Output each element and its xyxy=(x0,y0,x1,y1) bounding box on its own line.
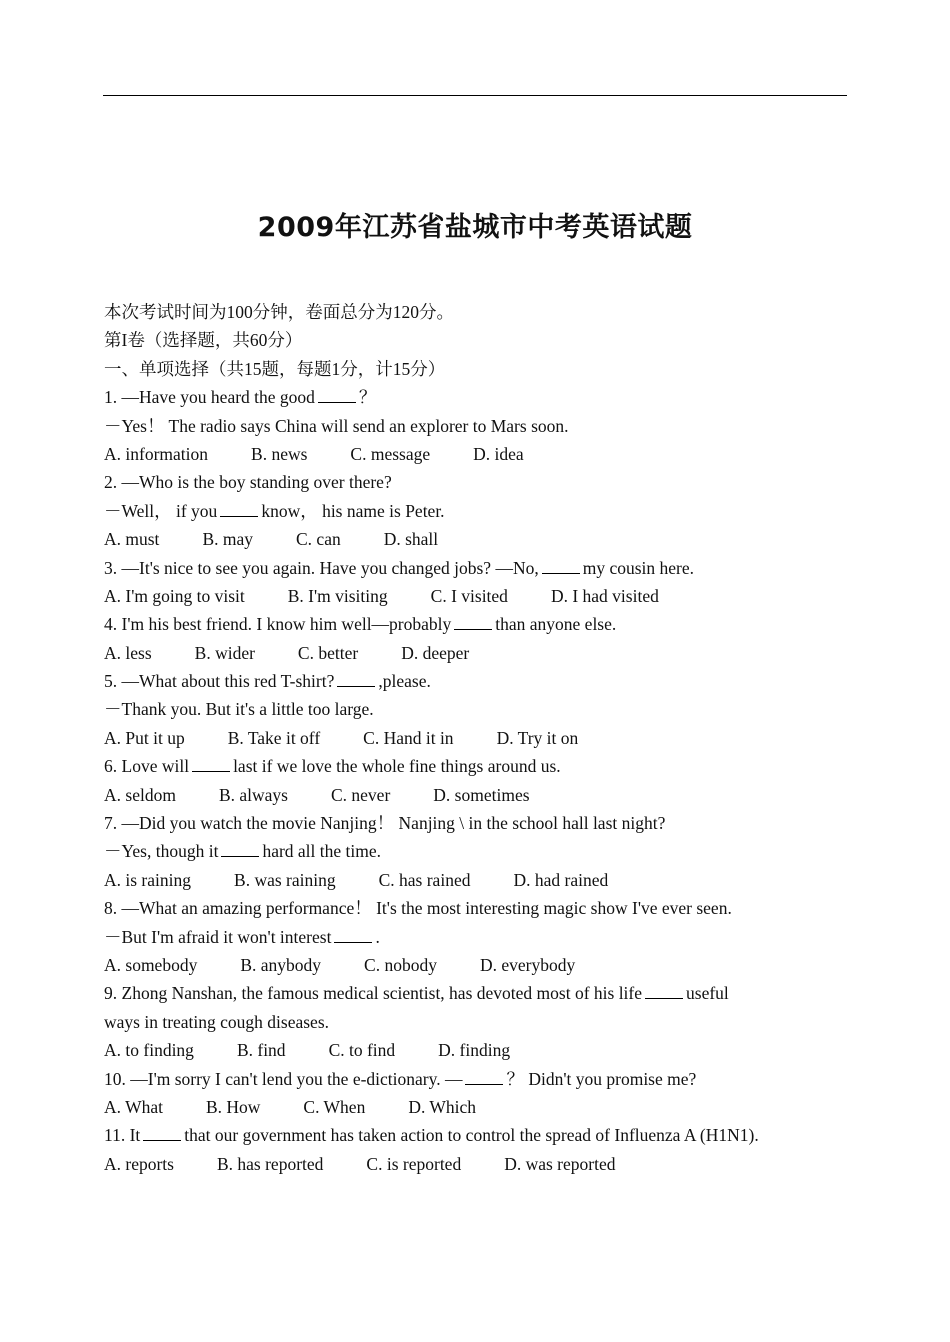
answer-blank xyxy=(220,515,258,517)
question-2-options xyxy=(104,525,834,553)
header-rule xyxy=(103,95,847,96)
question-8-reply: －But I'm afraid it won't interest . xyxy=(104,926,380,947)
option-b: B. was raining xyxy=(234,869,336,890)
question-1-options xyxy=(104,440,834,468)
question-9-stem: 9. Zhong Nanshan, the famous medical scientist, has devoted most of his life useful xyxy=(104,983,729,1004)
option-b: B. always xyxy=(218,784,288,805)
option-a: A. seldom xyxy=(104,784,176,805)
option-a: A. What xyxy=(104,1096,163,1117)
option-c: C. can xyxy=(296,529,341,550)
option-d: D. finding xyxy=(438,1040,511,1061)
option-b: B. news xyxy=(251,443,308,464)
question-3-stem: 3. —It's nice to see you again. Have you changed jobs? —No, my cousin here. xyxy=(104,557,695,578)
option-a: A. Put it up xyxy=(104,727,185,748)
option-d: D. everybody xyxy=(479,954,576,975)
option-b: B. How xyxy=(205,1096,261,1117)
answer-blank xyxy=(318,401,356,403)
option-c: C. to find xyxy=(328,1040,396,1061)
option-b: B. has reported xyxy=(216,1153,324,1174)
question-7-options xyxy=(104,866,834,894)
question-2-stem: 2. —Who is the boy standing over there? xyxy=(104,472,392,493)
option-c: C. never xyxy=(330,784,391,805)
question-6-stem: 6. Love will last if we love the whole fine things around us. xyxy=(104,756,561,777)
answer-blank xyxy=(542,572,580,574)
question-7-reply: －Yes, though it hard all the time. xyxy=(104,841,382,862)
option-d: D. shall xyxy=(383,529,439,550)
exam-body xyxy=(104,298,834,1178)
option-d: D. I had visited xyxy=(550,585,659,606)
option-a: A. I'm going to visit xyxy=(104,585,245,606)
question-7-stem: 7. —Did you watch the movie Nanjing！ Nanjing \ in the school hall last night? xyxy=(104,813,666,834)
question-3-options xyxy=(104,582,834,610)
option-c: C. I visited xyxy=(430,585,508,606)
answer-blank xyxy=(192,770,230,772)
section-heading: 一、单项选择（共15题，每题1分，计15分） xyxy=(104,358,446,379)
question-6-options xyxy=(104,781,834,809)
option-d: D. idea xyxy=(473,443,524,464)
question-8-options xyxy=(104,951,834,979)
question-10-options xyxy=(104,1093,834,1121)
option-a: A. information xyxy=(104,443,209,464)
option-b: B. I'm visiting xyxy=(287,585,388,606)
option-a: A. less xyxy=(104,642,152,663)
page-title: 2009年江苏省盐城市中考英语试题 xyxy=(257,212,693,243)
question-11-options xyxy=(104,1150,834,1178)
option-b: B. anybody xyxy=(240,954,322,975)
question-11-stem: 11. It that our government has taken action to control the spread of Influenza A (H1N1). xyxy=(104,1125,759,1146)
answer-blank xyxy=(465,1083,503,1085)
option-b: B. Take it off xyxy=(227,727,321,748)
option-d: D. Try it on xyxy=(496,727,579,748)
option-c: C. Hand it in xyxy=(363,727,454,748)
option-c: C. When xyxy=(303,1096,366,1117)
option-d: D. deeper xyxy=(401,642,470,663)
option-c: C. message xyxy=(350,443,431,464)
answer-blank xyxy=(334,941,372,943)
question-4-options xyxy=(104,639,834,667)
answer-blank xyxy=(337,685,375,687)
question-5-options xyxy=(104,724,834,752)
answer-blank xyxy=(143,1139,181,1141)
option-c: C. is reported xyxy=(366,1153,462,1174)
question-8-stem: 8. —What an amazing performance！ It's the most interesting magic show I've ever seen. xyxy=(104,898,732,919)
answer-blank xyxy=(221,855,259,857)
option-c: C. better xyxy=(297,642,359,663)
option-a: A. reports xyxy=(104,1153,174,1174)
option-d: D. Which xyxy=(408,1096,477,1117)
option-a: A. to finding xyxy=(104,1040,194,1061)
question-10-stem: 10. —I'm sorry I can't lend you the e-dictionary. — ？ Didn't you promise me? xyxy=(104,1068,697,1089)
option-c: C. nobody xyxy=(364,954,437,975)
question-5-stem: 5. —What about this red T-shirt? ,please. xyxy=(104,671,431,692)
option-d: D. had rained xyxy=(513,869,609,890)
answer-blank xyxy=(454,628,492,630)
option-a: A. must xyxy=(104,529,160,550)
part-heading: 第I卷（选择题，共60分） xyxy=(104,330,303,351)
exam-time-note: 本次考试时间为100分钟，卷面总分为120分。 xyxy=(104,302,454,322)
option-b: B. may xyxy=(202,529,253,550)
question-9-options xyxy=(104,1036,834,1064)
option-b: B. wider xyxy=(194,642,255,663)
option-d: D. was reported xyxy=(504,1153,616,1174)
option-a: A. somebody xyxy=(104,954,198,975)
option-b: B. find xyxy=(236,1040,286,1061)
question-1-stem: 1. —Have you heard the good ？ xyxy=(104,387,377,408)
question-9-stem-continued: ways in treating cough diseases. xyxy=(104,1011,330,1032)
option-a: A. is raining xyxy=(104,869,192,890)
option-d: D. sometimes xyxy=(433,784,530,805)
question-5-reply: －Thank you. But it's a little too large. xyxy=(104,699,374,720)
question-2-reply: －Well， if you know， his name is Peter. xyxy=(104,500,445,521)
question-1-reply: －Yes！ The radio says China will send an explorer to Mars soon. xyxy=(104,415,569,436)
answer-blank xyxy=(645,997,683,999)
question-4-stem: 4. I'm his best friend. I know him well—probably than anyone else. xyxy=(104,614,617,635)
option-c: C. has rained xyxy=(378,869,471,890)
